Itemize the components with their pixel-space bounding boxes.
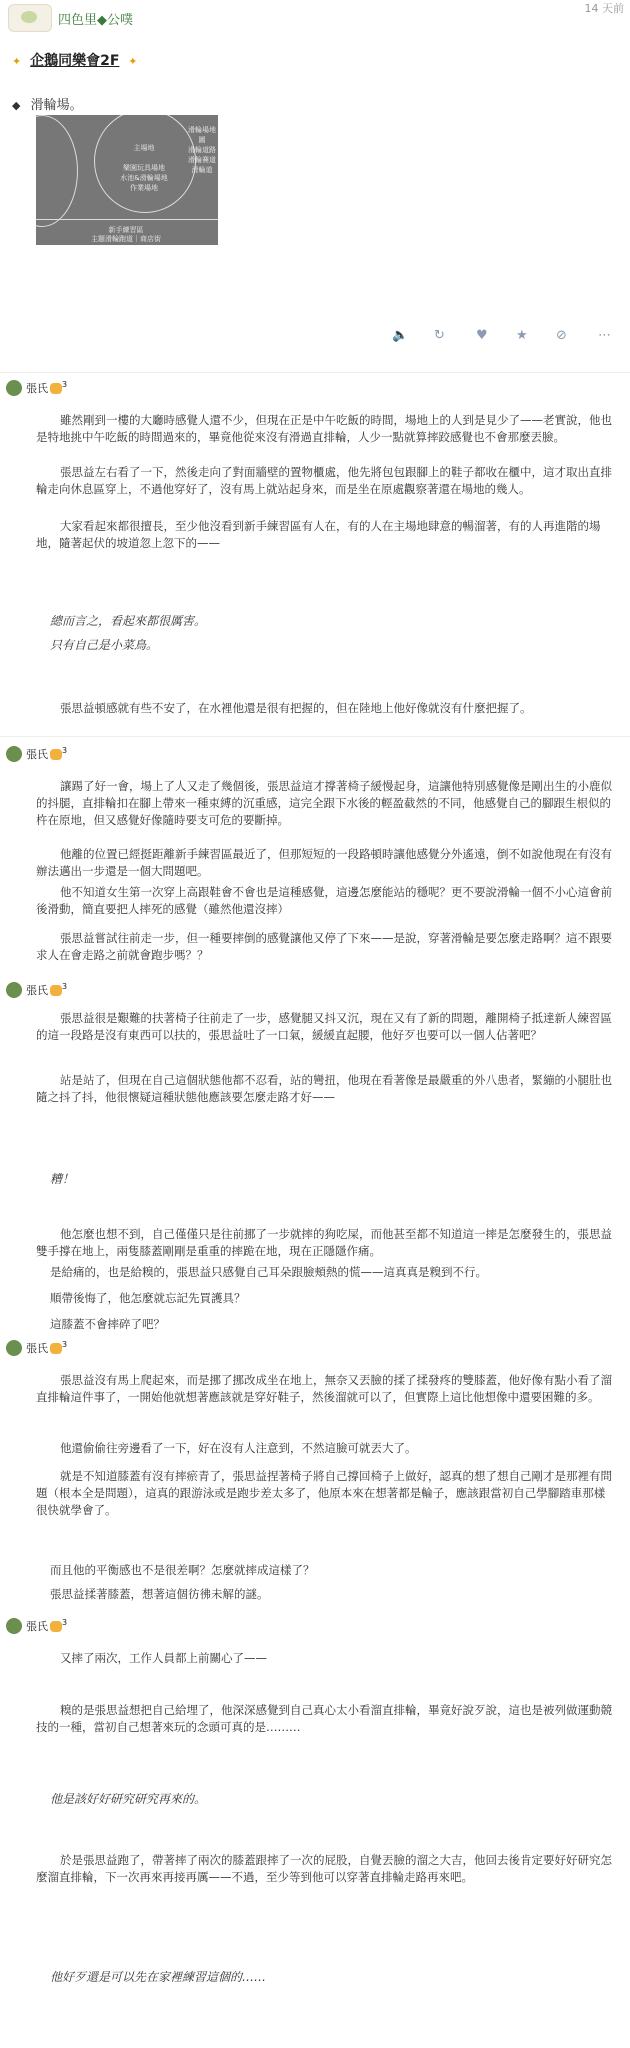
response-text: 他離的位置已經挺距離新手練習區最近了，但那短短的一段路頓時讓他感覺分外遙遠，倒不如說他現在有沒有辦法邁出一步還是一個大問題吧。 — [36, 847, 612, 878]
response-text: 糗的是張思益想把自己給埋了，他深深感覺到自己真心太小看溜直排輪，畢竟好說歹說，這也是被列做運動競技的一種，當初自己想著來玩的念頭可真的是……… — [36, 1703, 612, 1734]
response-text: 而且他的平衡感也不是很差啊？怎麼就摔成這樣了？ — [50, 1563, 315, 1577]
response-text: 他不知道女生第一次穿上高跟鞋會不會也是這種感覺，這邊怎麼能站的穩呢？更不要說滑輪一個不小心這會前後滑動，簡直要把人摔死的感覺（雖然他還沒摔） — [36, 885, 612, 916]
author-name[interactable]: 張氏 — [26, 984, 48, 997]
response-text: 是給痛的，也是給糗的，張思益只感覺自己耳朵跟臉頰熱的慌——這真真是糗到不行。 — [50, 1265, 487, 1279]
author-name[interactable]: 張氏 — [26, 1620, 48, 1633]
cat-icon — [50, 383, 62, 394]
response-text: 又摔了兩次，工作人員都上前關心了—— — [60, 1651, 267, 1665]
top-bar — [0, 0, 630, 34]
cat-icon — [50, 749, 62, 760]
author-name[interactable]: 張氏 — [26, 382, 48, 395]
post-action-bar — [392, 328, 622, 344]
author-name[interactable]: 張氏 — [26, 1342, 48, 1355]
cat-icon — [50, 985, 62, 996]
avatar[interactable] — [6, 1340, 22, 1356]
map-note2: 主題滑輪跑道｜商店街 — [91, 235, 161, 243]
response-author[interactable] — [6, 1618, 67, 1636]
divider — [0, 736, 630, 737]
volume-icon[interactable]: 🔈 — [392, 328, 409, 343]
response-text: 他還偷偷往旁邊看了一下，好在沒有人注意到，不然這臉可就丟大了。 — [60, 1441, 417, 1455]
response-text: 他怎麼也想不到，自己僅僅只是往前挪了一步就摔的狗吃屎，而他甚至都不知道這一摔是怎麼發生的，張思益雙手撐在地上，兩隻膝蓋剛剛是重重的摔跪在地，現在正隱隱作痛。 — [36, 1227, 612, 1258]
response-text: 讓踢了好一會，場上了人又走了幾個後，張思益這才撐著椅子緩慢起身，這讓他特別感覺像是剛出生的小鹿似的抖腿，直排輪扣在腳上帶來一種束縛的沉重感，這完全跟下水後的輕盈截然的不同，他感覺自己的腳跟生根似的杵在原地，但又感覺好像隨時要支可危的要斷掉。 — [36, 779, 612, 827]
avatar[interactable] — [6, 1618, 22, 1634]
response-text: 雖然剛到一樓的大廳時感覺人還不少，但現在正是中午吃飯的時間，場地上的人到是見少了——老實說，他也是特地挑中午吃飯的時間過來的，畢竟他從來沒有滑過直排輪，人少一點就算摔跤感覺也不會那麼丟臉。 — [36, 413, 612, 444]
map-note: 新手練習區 — [108, 226, 144, 234]
star-icon[interactable]: ★ — [516, 328, 528, 343]
star-icon: ✦ — [128, 55, 138, 68]
cat-icon — [50, 1343, 62, 1354]
ban-icon[interactable]: ⊘ — [556, 328, 567, 343]
cat-icon — [50, 1621, 62, 1632]
response-text: 張思益揉著膝蓋，想著這個彷彿未解的謎。 — [50, 1587, 269, 1601]
post-subtitle: 滑輪場。 — [30, 98, 83, 113]
avatar[interactable] — [6, 746, 22, 762]
response-text: 張思益嘗試往前走一步，但一種要摔倒的感覺讓他又停了下來——是說，穿著滑輪是要怎麼走路啊？這不跟要求人在會走路之前就會跑步嗎？？ — [36, 931, 612, 962]
source-name[interactable]: 四色里◆公噗 — [58, 13, 133, 28]
divider — [0, 372, 630, 373]
badge-num: 3 — [62, 1618, 68, 1627]
badge-num: 3 — [62, 746, 68, 755]
response-text: 站是站了，但現在自己這個狀態他都不忍看，站的彎扭，他現在看著像是最嚴重的外八患者，緊繃的小腿肚也隨之抖了抖，他很懷疑這種狀態他應該要怎麼走路才好—— — [36, 1073, 612, 1104]
response-text: 順帶後悔了，他怎麼就忘記先買護具？ — [50, 1291, 246, 1305]
response-text: 就是不知道膝蓋有沒有摔瘀青了，張思益捏著椅子將自己撐回椅子上做好，認真的想了想自己剛才是那裡有問題（根本全是問題），這真的跟游泳或是跑步差太多了，他原本來在想著都是輪子，應該跟當初自己學腳踏車那樣很快就學會了。 — [36, 1469, 612, 1517]
refresh-icon[interactable]: ↻ — [434, 328, 445, 343]
diamond-icon: ◆ — [12, 99, 21, 112]
plurk-logo[interactable] — [8, 4, 52, 32]
response-text: 張思益頓感就有些不安了，在水裡他還是很有把握的，但在陸地上他好像就沒有什麼把握了。 — [60, 701, 532, 715]
badge-num: 3 — [62, 1340, 68, 1349]
map-corner-label: 滑輪場地圖 滑輪道路 滑輪賽道 滑輪道 — [188, 126, 216, 174]
author-name[interactable]: 張氏 — [26, 748, 48, 761]
post-subtitle-row — [12, 94, 83, 113]
response-text: 於是張思益跑了，帶著摔了兩次的膝蓋跟摔了一次的屁股，自覺丟臉的溜之大吉，他回去後肯定要好好研究怎麼溜直排輪，下一次再來再接再厲——不過，至少等到他可以穿著直排輪走路再來吧。 — [36, 1853, 612, 1884]
response-author[interactable] — [6, 746, 67, 764]
avatar[interactable] — [6, 982, 22, 998]
response-author[interactable] — [6, 1340, 67, 1358]
response-text-italic: 他是該好好研究研究再來的。 — [50, 1792, 207, 1806]
response-text: 張思益很是艱難的扶著椅子往前走了一步，感覺腿又抖又沉，現在又有了新的問題，離開椅子抵達新人練習區的這一段路是沒有東西可以扶的，張思益吐了一口氣，緩緩直起腰，他好歹也要可以一個人佔著吧？ — [36, 1011, 612, 1042]
response-text-italic: 糟！ — [50, 1172, 75, 1186]
post-title[interactable]: 企鵝同樂會2F — [30, 53, 120, 69]
response-text: 大家看起來都很擅長，至少他沒看到新手練習區有人在，有的人在主場地肆意的暢溜著，有的人再進階的場地，隨著起伏的坡道忽上忽下的—— — [36, 519, 601, 550]
badge-num: 3 — [62, 380, 68, 389]
more-icon[interactable]: ⋯ — [598, 328, 611, 343]
post-title-row — [12, 50, 138, 70]
response-text-italic: 只有自己是小菜鳥。 — [50, 638, 159, 652]
map-sub-label: 樂園玩具場地 水池&滑輪場地 作業場地 — [120, 164, 168, 192]
map-main-label: 主場地 — [133, 144, 155, 152]
timestamp: 14 天前 — [584, 2, 624, 15]
response-text: 張思益沒有馬上爬起來，而是挪了挪改成坐在地上，無奈又丟臉的揉了揉發疼的雙膝蓋，他好像有點小看了溜直排輪這件事了，一開始他就想著應該就是穿好鞋子，然後溜就可以了，但實際上這比他想像中還要困難的多。 — [36, 1373, 612, 1404]
map-preview-image[interactable] — [36, 115, 218, 245]
response-text-italic: 他好歹還是可以先在家裡練習這個的…… — [50, 1970, 267, 1984]
response-author[interactable] — [6, 982, 67, 1000]
map-area-left — [36, 115, 78, 227]
response-text-italic: 總而言之，看起來都很厲害。 — [50, 614, 207, 628]
response-text: 張思益左右看了一下，然後走向了對面牆壁的置物櫃處，他先將包包跟腳上的鞋子都收在櫃中，這才取出直排輪走向休息區穿上，不過他穿好了，沒有馬上就站起身來，而是坐在原處觀察著還在場地的幾人。 — [36, 465, 612, 496]
badge-num: 3 — [62, 982, 68, 991]
response-author[interactable] — [6, 380, 67, 398]
star-icon: ✦ — [12, 55, 22, 68]
response-text: 這膝蓋不會摔碎了吧？ — [50, 1317, 165, 1331]
avatar[interactable] — [6, 380, 22, 396]
heart-icon[interactable]: ♥ — [476, 328, 488, 343]
